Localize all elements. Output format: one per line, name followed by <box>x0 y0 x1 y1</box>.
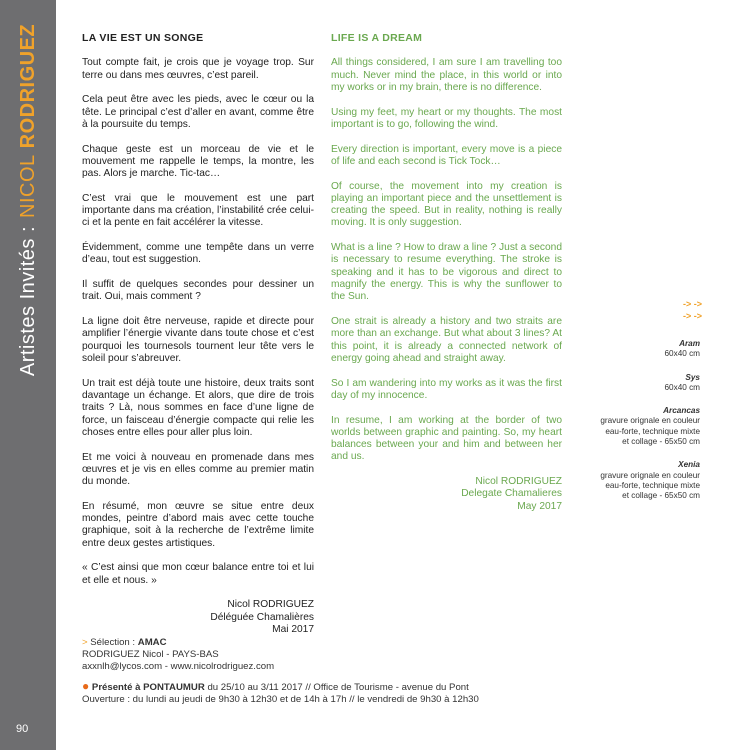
artist-line: RODRIGUEZ Nicol - PAYS-BAS <box>82 648 219 660</box>
artwork-detail: eau-forte, technique mixte <box>605 426 700 436</box>
french-paragraph: La ligne doit être nerveuse, rapide et directe pour amplifier l’énergie vivante dans toute chose et c’est pourquoi les tournesols tournent leur tête vers le soleil pour s’abreuver. <box>82 316 314 364</box>
french-signature <box>82 599 314 636</box>
french-paragraph: Il suffit de quelques secondes pour dessiner un trait. Oui, mais comment ? <box>82 279 314 303</box>
presented-label: Présenté à PONTAUMUR <box>91 682 205 694</box>
page-number: 90 <box>16 723 29 735</box>
presented-details: du 25/10 au 3/11 2017 // Office de Tourisme - avenue du Pont <box>207 682 469 694</box>
artwork-item <box>578 339 700 360</box>
english-paragraph: In resume, I am working at the border of two worlds between graphic and painting. So, my heart balances between your and him and between her and us. <box>331 414 562 463</box>
artwork-name: Arcancas <box>663 406 700 416</box>
artwork-detail: eau-forte, technique mixte <box>605 480 700 490</box>
french-column <box>82 32 314 636</box>
signature-name: Nicol RODRIGUEZ <box>475 476 562 488</box>
french-paragraph: « C’est ainsi que mon cœur balance entre toi et lui et elle et nous. » <box>82 562 314 586</box>
english-paragraph: All things considered, I am sure I am travelling too much. Never mind the place, in this world or into my works or in my brain, there is no difference. <box>331 57 562 93</box>
arrow-icon: -> -> <box>682 299 702 309</box>
english-paragraph: Every direction is important, every move is a piece of life and each second is Tick Tock… <box>331 143 562 167</box>
english-paragraph: One strait is already a history and two straits are more than an exchange. But what about 3 lines? At this point, it is already a connected network of energy going ahead and straight away. <box>331 316 562 364</box>
english-paragraph: So I am wandering into my works as it was the first day of my innocence. <box>331 377 562 401</box>
sidebar <box>0 0 56 750</box>
selection-label: Sélection : <box>90 637 136 648</box>
chevron-right-icon: > <box>82 637 88 648</box>
footer-info <box>82 637 479 706</box>
signature-name: Nicol RODRIGUEZ <box>227 599 314 611</box>
selection-value: AMAC <box>137 637 167 648</box>
contact-line: axxnlh@lycos.com - www.nicolrodriguez.com <box>82 660 275 672</box>
artwork-name: Xenia <box>678 460 700 470</box>
french-paragraph: Cela peut être avec les pieds, avec le cœur ou la tête. Le principal c’est d’aller en avant, comme être à la poursuite du temps. <box>82 94 314 130</box>
english-paragraph: Using my feet, my heart or my thoughts. The most important is to go, following the wind. <box>331 106 562 130</box>
signature-date: Mai 2017 <box>272 623 314 635</box>
selection-line <box>82 637 479 649</box>
artwork-detail: gravure orignale en couleur <box>600 416 700 426</box>
presented-line <box>82 681 479 694</box>
artwork-detail: 60x40 cm <box>664 382 700 392</box>
english-column <box>331 32 562 513</box>
french-paragraph: En résumé, mon œuvre se situe entre deux mondes, peintre d’abord mais avec cette touche graphique, soit à la recherche de l’extrême limite entre deux gestes artistiques. <box>82 500 314 549</box>
signature-date: May 2017 <box>517 500 562 512</box>
artwork-name: Aram <box>679 339 700 348</box>
artwork-detail: et collage - 65x50 cm <box>622 437 700 447</box>
french-paragraph: Un trait est déjà toute une histoire, deux traits sont davantage un échange. Et alors, que dire de trois traits ? Là, nous sommes en face d’une ligne de force, un faisceau d’énergie compacte qui relie les choses entre elles pour aller plus loin. <box>82 377 314 438</box>
artwork-item <box>578 373 700 394</box>
french-paragraph: Tout compte fait, je crois que je voyage trop. Sur terre ou dans mes œuvres, c’est pareil. <box>82 57 314 81</box>
sidebar-title <box>18 24 38 376</box>
english-paragraph: What is a line ? How to draw a line ? Just a second is necessary to resume everything. The stroke is speaking and it has to be vigorous and direct to magnify the energy. This is why the sunflower to the Sun. <box>331 242 562 303</box>
english-paragraph: Of course, the movement into my creation is playing an important piece and the unsettlement is creating the speed. But in reality, nothing is really moving. It is only suggestion. <box>331 180 562 229</box>
signature-role: Delegate Chamalieres <box>461 488 562 500</box>
french-paragraph: Évidemment, comme une tempête dans un verre d’eau, tout est suggestion. <box>82 242 314 266</box>
spacer <box>82 672 479 681</box>
artwork-detail: 60x40 cm <box>664 349 700 359</box>
artwork-item <box>578 460 700 501</box>
french-paragraph: Et me voici à nouveau en promenade dans mes œuvres et je vis en elles comme au premier matin du monde. <box>82 451 314 488</box>
french-title: LA VIE EST UN SONGE <box>82 32 204 44</box>
artwork-list <box>578 339 700 515</box>
artwork-name: Sys <box>685 372 700 382</box>
artwork-detail: et collage - 65x50 cm <box>622 491 700 501</box>
artwork-item <box>578 406 700 447</box>
french-paragraph: C’est vrai que le mouvement est une part importante dans ma création, l’instabilité crée celui-ci et la pente en fait accélérer la vitesse. <box>82 192 314 229</box>
english-signature <box>331 476 562 513</box>
arrow-icon: -> -> <box>682 311 702 321</box>
sidebar-label: Artistes Invités : <box>17 225 39 377</box>
artwork-detail: gravure orignale en couleur <box>600 470 700 480</box>
hours-line: Ouverture : du lundi au jeudi de 9h30 à 12h30 et de 14h à 17h // le vendredi de 9h30 à 12h30 <box>82 694 479 706</box>
english-title: LIFE IS A DREAM <box>331 32 423 44</box>
arrow-markers <box>672 298 702 322</box>
artist-first-name: NICOL <box>17 154 39 218</box>
signature-role: Déléguée Chamalières <box>210 611 314 623</box>
artist-last-name: RODRIGUEZ <box>17 23 39 149</box>
bullet-icon: ● <box>82 679 90 694</box>
french-paragraph: Chaque geste est un morceau de vie et le mouvement me rappelle le temps, la montre, les pas. Alors je marche. Tic-tac… <box>82 143 314 180</box>
